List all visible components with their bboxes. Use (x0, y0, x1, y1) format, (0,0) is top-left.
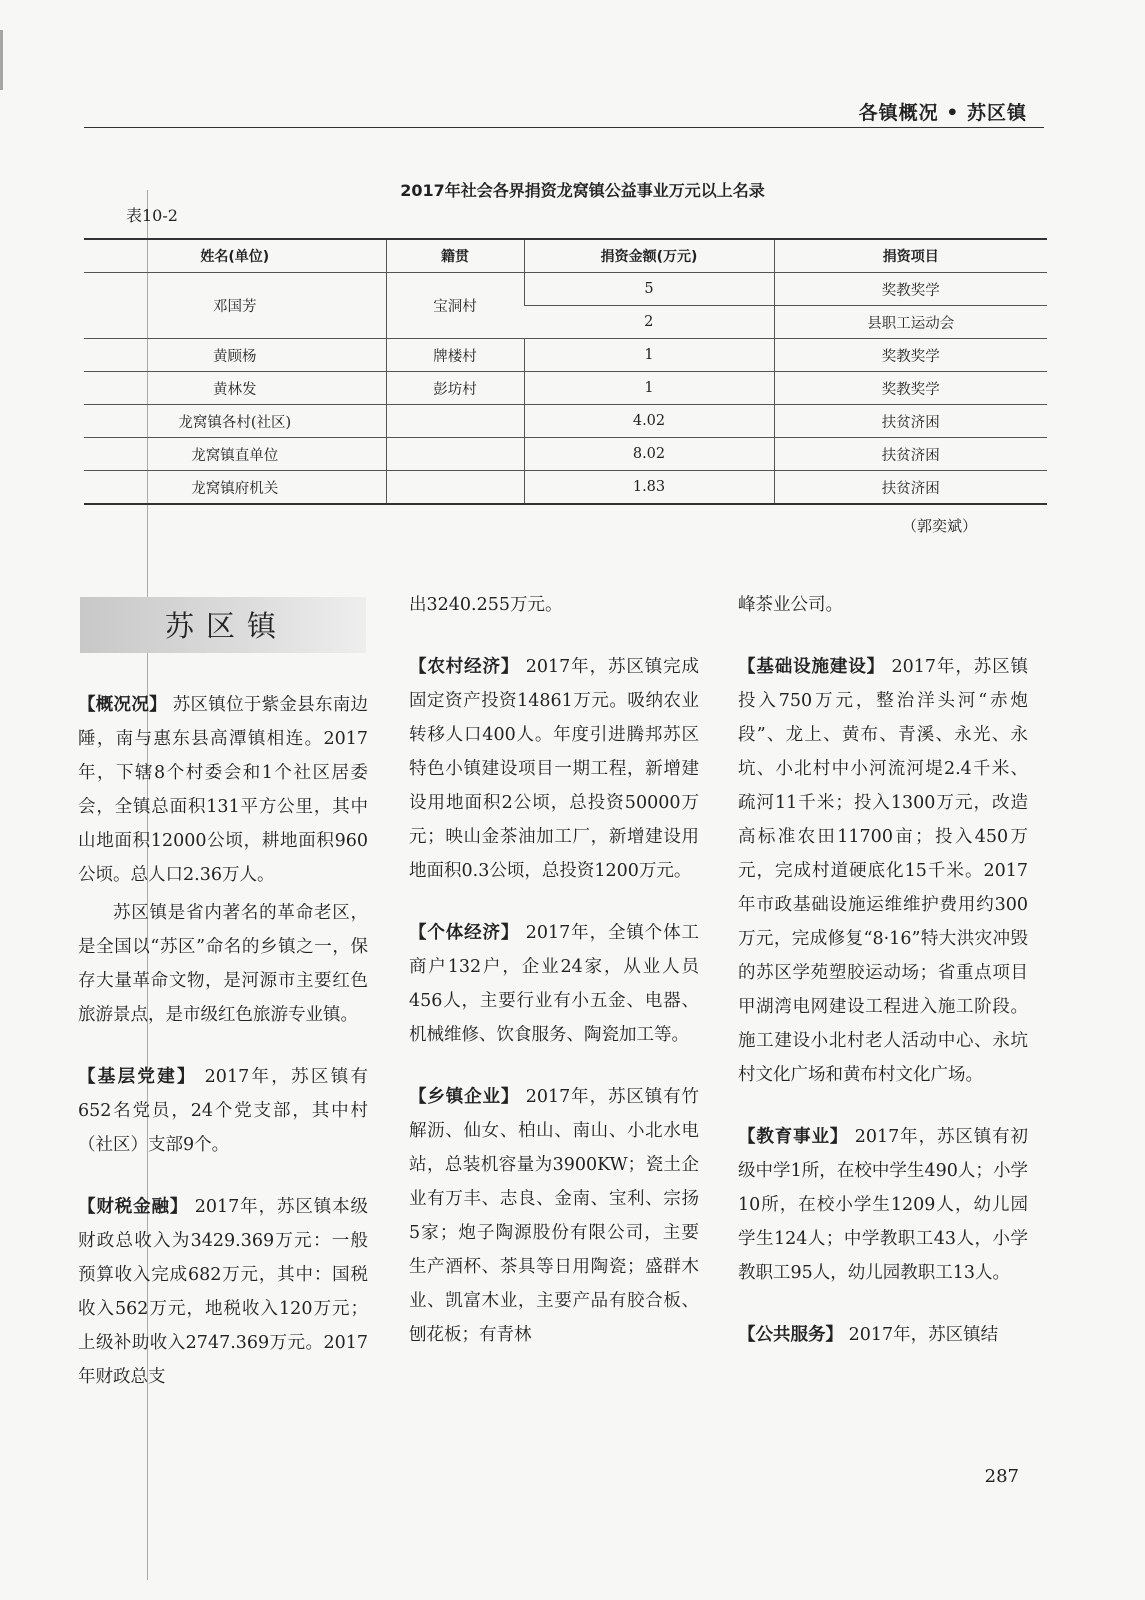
heading-enterprise: 【乡镇企业】 (409, 1087, 520, 1107)
table-row (84, 339, 1047, 372)
table-row (84, 405, 1047, 438)
cell-name: 龙窝镇直单位 (84, 438, 386, 471)
paragraph-infrastructure (738, 650, 1028, 1092)
header-origin: 籍贯 (386, 239, 524, 273)
table-row (84, 471, 1047, 505)
cell-origin (386, 405, 524, 438)
cell-amount: 8.02 (524, 438, 774, 471)
column-1 (78, 688, 368, 1394)
text-enterprise: 2017年，苏区镇有竹解沥、仙女、柏山、南山、小北水电站，总装机容量为3900KW；瓷土企业有万丰、志良、金南、宝利、宗扬5家；炮子陶源股份有限公司，主要生产酒杯、茶具等日用陶瓷；盛群木业、凯富木业，主要产品有胶合板、刨花板；有青林 (409, 1087, 699, 1345)
page-number: 287 (984, 1466, 1019, 1487)
scan-edge-mark (0, 30, 3, 90)
table-header-row (84, 239, 1047, 273)
paragraph-enterprise (409, 1080, 699, 1352)
paragraph-history: 苏区镇是省内著名的革命老区，是全国以“苏区”命名的乡镇之一，保存大量革命文物，是河源市主要红色旅游景点，是市级红色旅游专业镇。 (78, 903, 368, 1025)
text-rural: 2017年，苏区镇完成固定资产投资14861万元。吸纳农业转移人口400人。年度引进腾邦苏区特色小镇建设项目一期工程，新增建设用地面积2公顷，总投资50000万元；映山金茶油加工厂，新增建设用地面积0.3公顷，总投资1200万元。 (409, 657, 699, 881)
heading-education: 【教育事业】 (738, 1127, 849, 1147)
heading-overview: 【概况况】 (78, 695, 167, 715)
cell-project: 奖教奖学 (774, 273, 1047, 306)
running-header: 各镇概况 • 苏区镇 (858, 102, 1027, 124)
cell-amount: 2 (524, 306, 774, 339)
cell-project: 扶贫济困 (774, 405, 1047, 438)
heading-finance: 【财税金融】 (78, 1197, 189, 1217)
paragraph-enterprise-cont: 峰茶业公司。 (738, 595, 843, 615)
paragraph-overview (78, 688, 368, 892)
text-infrastructure: 2017年，苏区镇投入750万元，整治洋头河“赤炮段”、龙上、黄布、青溪、永光、永坑、小北村中小河流河堤2.4千米、疏河11千米；投入1300万元，改造高标准农田11700亩；投入450万元，完成村道硬底化15千米。2017年市政基础设施运维维护费用约300万元，完成修复“8·16”特大洪灾冲毁的苏区学苑塑胶运动场；省重点项目甲湖湾电网建设工程进入施工阶段。施工建设小北村老人活动中心、永坑村文化广场和黄布村文化广场。 (738, 657, 1028, 1085)
paragraph-finance (78, 1190, 368, 1394)
text-finance: 2017年，苏区镇本级财政总收入为3429.369万元：一般预算收入完成682万元，其中：国税收入562万元，地税收入120万元；上级补助收入2747.369万元。2017年财政总支 (78, 1197, 368, 1387)
table-row (84, 372, 1047, 405)
cell-origin (386, 438, 524, 471)
text-education: 2017年，苏区镇有初级中学1所，在校中学生490人；小学10所，在校小学生1209人，幼儿园学生124人；中学教职工43人，小学教职工95人，幼儿园教职工13人。 (738, 1127, 1028, 1283)
table-author: （郭奕斌） (901, 517, 977, 535)
cell-origin (386, 471, 524, 505)
cell-amount: 1.83 (524, 471, 774, 505)
paragraph-individual (409, 916, 699, 1052)
header-project: 捐资项目 (774, 239, 1047, 273)
text-public-service: 2017年，苏区镇结 (848, 1325, 999, 1345)
table-row (84, 273, 1047, 306)
paragraph-party (78, 1060, 368, 1162)
cell-project: 扶贫济困 (774, 438, 1047, 471)
paragraph-finance-cont: 出3240.255万元。 (409, 595, 563, 615)
header-rule (84, 127, 1044, 128)
cell-origin: 彭坊村 (386, 372, 524, 405)
header-name: 姓名(单位) (84, 239, 386, 273)
heading-rural: 【农村经济】 (409, 657, 520, 677)
column-2 (409, 588, 699, 1352)
cell-amount: 4.02 (524, 405, 774, 438)
table-title: 2017年社会各界捐资龙窝镇公益事业万元以上名录 (400, 181, 765, 200)
paragraph-rural (409, 650, 699, 888)
cell-amount: 1 (524, 372, 774, 405)
table-row (84, 438, 1047, 471)
section-title: 苏区镇 (165, 609, 289, 643)
cell-project: 扶贫济困 (774, 471, 1047, 505)
cell-name: 黄林发 (84, 372, 386, 405)
cell-name: 龙窝镇府机关 (84, 471, 386, 505)
heading-public-service: 【公共服务】 (738, 1325, 843, 1345)
cell-project: 奖教奖学 (774, 372, 1047, 405)
cell-amount: 1 (524, 339, 774, 372)
paragraph-education (738, 1120, 1028, 1290)
cell-origin: 牌楼村 (386, 339, 524, 372)
cell-project: 奖教奖学 (774, 339, 1047, 372)
cell-name: 龙窝镇各村(社区) (84, 405, 386, 438)
text-individual: 2017年，全镇个体工商户132户，企业24家，从业人员456人，主要行业有小五金、电器、机械维修、饮食服务、陶瓷加工等。 (409, 923, 699, 1045)
cell-name: 黄顾杨 (84, 339, 386, 372)
header-amount: 捐资金额(万元) (524, 239, 774, 273)
cell-name: 邓国芳 (84, 273, 386, 339)
heading-party: 【基层党建】 (78, 1067, 197, 1087)
paragraph-public-service (738, 1318, 1028, 1352)
column-3 (738, 588, 1028, 1352)
heading-individual: 【个体经济】 (409, 923, 520, 943)
heading-infrastructure: 【基础设施建设】 (738, 657, 886, 677)
table-label: 表10-2 (126, 206, 178, 225)
text-overview: 苏区镇位于紫金县东南边陲，南与惠东县高潭镇相连。2017年，下辖8个村委会和1个社区居委会，全镇总面积131平方公里，其中山地面积12000公顷，耕地面积960公顷。总人口2.36万人。 (78, 695, 368, 885)
cell-project: 县职工运动会 (774, 306, 1047, 339)
cell-amount: 5 (524, 273, 774, 306)
text-party: 2017年，苏区镇有652名党员，24个党支部，其中村（社区）支部9个。 (78, 1067, 368, 1155)
cell-origin: 宝洞村 (386, 273, 524, 339)
donors-table (84, 238, 1047, 505)
